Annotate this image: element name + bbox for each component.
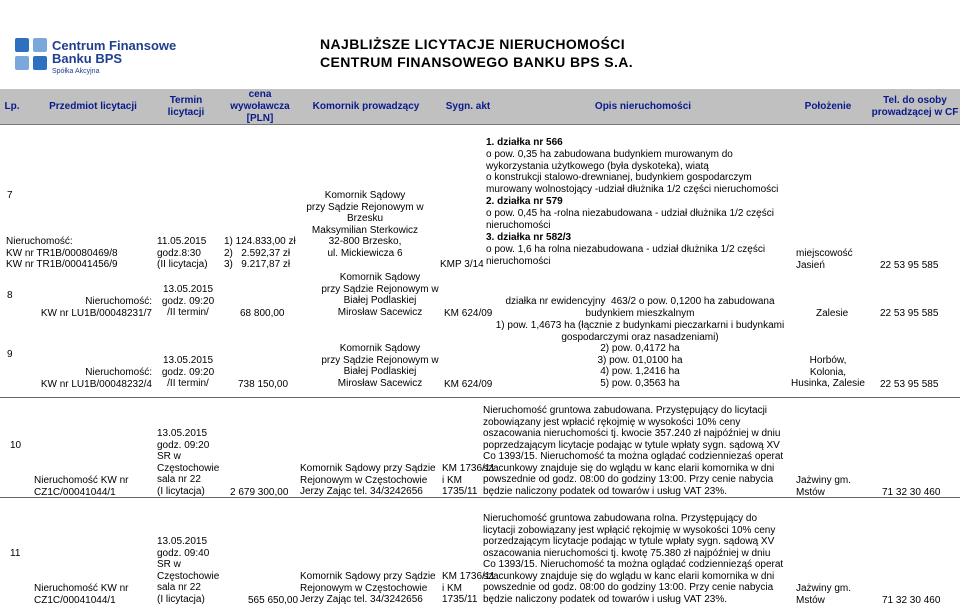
row-price: 738 150,00 xyxy=(238,379,289,390)
col-header-sygn: Sygn. akt xyxy=(445,101,491,112)
title-line-1: NAJBLIŻSZE LICYTACJE NIERUCHOMOŚCI xyxy=(320,36,626,52)
bps-logo-icon xyxy=(13,36,49,72)
page-title xyxy=(316,28,960,80)
row-location: miejscowość Jasień xyxy=(796,248,853,271)
row-number: 10 xyxy=(10,440,22,451)
row-number: 8 xyxy=(7,290,13,301)
col-header-subject: Przedmiot licytacji xyxy=(49,101,137,112)
col-header-description: Opis nieruchomości xyxy=(594,101,692,112)
row-price: 1) 124.833,00 zł 2) 2.592,37 zł 3) 9.217,87 zł xyxy=(224,236,296,270)
col-header-bailiff: Komornik prowadzący xyxy=(312,101,420,112)
row-separator xyxy=(0,397,960,398)
row-description: 1) pow. 1,4673 ha (łącznie z budynkami pieczarkarni i budynkami gospodarczymi oraz nasadzeniami) 2) pow. 0,4172 ha 3) pow. 01,0100 ha 4) pow. 1,2416 ha 5) pow. 0,3563 ha xyxy=(495,320,785,389)
row-phone: 22 53 95 585 xyxy=(880,308,939,319)
row-number: 11 xyxy=(10,548,21,559)
row-bailiff: Komornik Sądowy przy Sądzie Rejonowym w Częstochowie Jerzy Zając tel. 34/3242656 xyxy=(300,463,436,497)
plot-579-title: 2. działka nr 579 xyxy=(486,196,563,207)
logo-name-line2: Banku BPS xyxy=(52,51,123,66)
row-term: 13.05.2015 godz. 09:20 /II termin/ xyxy=(161,284,215,318)
row-location: Zalesie xyxy=(816,308,849,319)
company-logo xyxy=(8,30,177,80)
row-price: 565 650,00 xyxy=(248,595,299,606)
row-subject: Nieruchomość: KW nr LU1B/00048231/7 xyxy=(40,296,152,319)
row-case-number: KMP 3/14 xyxy=(440,259,484,270)
table-header-row xyxy=(0,89,960,125)
row-case-number: KM 1736/11 i KM 1735/11 xyxy=(442,571,496,605)
row-bailiff: Komornik Sądowy przy Sądzie Rejonowym w Brzesku Maksymilian Sterkowicz 32-800 Brzesko, ul. Mickiewicza 6 xyxy=(306,190,424,259)
col-header-phone: Tel. do osoby prowadzącej w CF xyxy=(871,95,959,118)
row-location: Jażwiny gm. Mstów xyxy=(796,475,852,498)
col-header-price: cena wywoławcza [PLN] xyxy=(230,89,290,124)
row-subject: Nieruchomość KW nr CZ1C/00041044/1 xyxy=(34,583,129,606)
row-description: Nieruchomość gruntowa zabudowana rolna. Przystępujący do licytacji zobowiązany jest wpłącić rękojmię w wysokości 10% ceny porzedzającym licytacje podając w tytule wpłaty sygn. sądową XV oszacowania nieruchomości tj. kwotę 75.380 zł najpóźniej w dniu Co 1393/15. Nieruchomość ta można oglądać codziennieząś operat szacunkowy znajduje się do wglądu w kanc elarii komornika w dni powszednie od godz. 08:00 do godziny 13:00. Przy cenie nabycia będzie naliczony podatek od towarów i usług VAT 23%. xyxy=(483,513,784,605)
row-subject: Nieruchomość: KW nr TR1B/00080469/8 KW nr TR1B/00041456/9 xyxy=(6,236,118,270)
row-case-number: KM 624/09 xyxy=(444,379,493,390)
row-number: 7 xyxy=(7,190,13,201)
row-phone: 22 53 95 585 xyxy=(880,379,939,390)
plot-582-text: o pow. 1,6 ha rolna niezabudowana - udział dłużnika 1/2 części nieruchomości xyxy=(486,244,766,267)
row-price: 2 679 300,00 xyxy=(230,487,289,498)
plot-566-text: o pow. 0,35 ha zabudowana budynkiem murowanym do wykorzystania użytkowego (była dyskoteka), wiatą o konstrukcji stalowo-drewnianej, budynkiem gospodarczym murowany wolnostojący -udział dłużnika 1/2 części nieruchomości xyxy=(486,149,779,195)
row-term: 13.05.2015 godz. 09:40 SR w Częstochowie sala nr 22 (I licytacja) xyxy=(157,536,220,605)
plot-566-title: 1. działka nr 566 xyxy=(486,137,563,148)
logo-name xyxy=(52,39,176,65)
row-price: 68 800,00 xyxy=(240,308,285,319)
row-bailiff: Komornik Sądowy przy Sądzie Rejonowym w Częstochowie Jerzy Zając tel. 34/3242656 xyxy=(300,571,436,605)
row-bailiff: Komornik Sądowy przy Sądzie Rejonowym w Białej Podlaskiej Mirosław Sacewicz xyxy=(321,343,439,389)
plot-582-title: 3. działka nr 582/3 xyxy=(486,232,572,243)
row-phone: 71 32 30 460 xyxy=(882,487,941,498)
row-location: Horbów, Kolonia, Husinka, Zalesie xyxy=(791,355,865,389)
row-subject: Nieruchomość: KW nr LU1B/00048232/4 xyxy=(40,367,152,390)
row-term: 13.05.2015 godz. 09:20 SR w Częstochowie sala nr 22 (I licytacja) xyxy=(157,428,220,497)
row-bailiff: Komornik Sądowy przy Sądzie Rejonowym w Białej Podlaskiej Mirosław Sacewicz xyxy=(321,272,439,318)
row-subject: Nieruchomość KW nr CZ1C/00041044/1 xyxy=(34,475,129,498)
row-phone: 22 53 95 585 xyxy=(880,260,939,271)
row-description: działka nr ewidencyjny 463/2 o pow. 0,1200 ha zabudowana budynkiem mieszkalnym xyxy=(505,296,775,319)
row-case-number: KM 1736/11 i KM 1735/11 xyxy=(442,463,496,497)
row-description: Nieruchomość gruntowa zabudowana. Przystępujący do licytacji zobowiązany jest wpłacić rękojmię w wysokości 10% ceny oszacowania nieruchomości tj. kwocie 357.240 zł najpóźniej w dniu poprzedzającym licytacje podając w tytule wpłaty sygn. sądową XV Co 1393/15. Nieruchomość ta można oglądać codzienniezaś operat szacunkowy znajduje się do wglądu w kanc elarii komornika w dni powszednie od godz. 08:00 do godziny 13:00. Przy cenie nabycia będzie naliczony podatek od towarów i usług VAT 23%. xyxy=(483,405,784,497)
row-location: Jażwiny gm. Mstów xyxy=(796,583,852,606)
plot-579-text: o pow. 0,45 ha -rolna niezabudowana - udział dłużnika 1/2 części nieruchomości xyxy=(486,208,774,231)
col-header-term: Termin licytacji xyxy=(167,95,205,118)
row-case-number: KM 624/09 xyxy=(444,308,493,319)
row-term: 13.05.2015 godz. 09:20 /II termin/ xyxy=(161,355,215,389)
col-header-lp: Lp. xyxy=(4,101,20,112)
logo-name-line1: Centrum Finansowe xyxy=(52,38,177,53)
logo-subtitle: Spółka Akcyjna xyxy=(52,68,100,75)
col-header-location: Położenie xyxy=(804,101,852,112)
row-term: 11.05.2015 godz.8:30 (II licytacja) xyxy=(157,236,208,270)
row-number: 9 xyxy=(7,349,13,360)
row-phone: 71 32 30 460 xyxy=(882,595,941,606)
title-line-2: CENTRUM FINANSOWEGO BANKU BPS S.A. xyxy=(320,54,634,70)
